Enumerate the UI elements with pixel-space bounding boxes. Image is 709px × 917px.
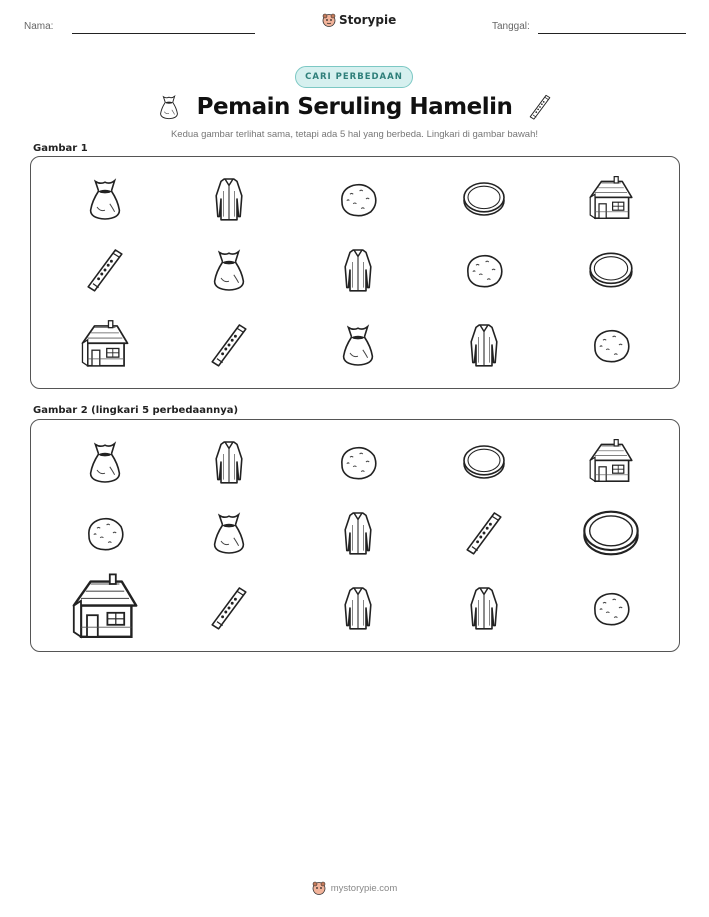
house-icon: [79, 319, 131, 371]
robe-icon: [334, 246, 382, 294]
stone-icon: [460, 246, 508, 294]
bag-icon: [334, 321, 382, 369]
storypie-mascot-icon: [322, 13, 336, 27]
bag-icon[interactable]: [81, 438, 129, 486]
name-line[interactable]: [72, 33, 255, 34]
picture-2-label: Gambar 2 (lingkari 5 perbedaannya): [33, 405, 239, 416]
footer-mascot-icon: [312, 881, 326, 895]
robe-icon: [205, 175, 253, 223]
house-icon: [587, 175, 635, 223]
brand-logo: [322, 13, 396, 27]
house-icon[interactable]: [587, 438, 635, 486]
flute-icon: [205, 321, 253, 369]
coin-icon: [460, 175, 508, 223]
stone-icon: [334, 175, 382, 223]
title-bag-icon: [155, 92, 183, 122]
robe-icon[interactable]: [334, 509, 382, 557]
robe-icon[interactable]: [334, 584, 382, 632]
date-label: Tanggal:: [492, 21, 530, 32]
picture-1-label: Gambar 1: [33, 143, 88, 154]
coin-icon[interactable]: [579, 501, 643, 565]
coin-icon: [586, 245, 636, 295]
robe-icon[interactable]: [460, 584, 508, 632]
name-label: Nama:: [24, 21, 54, 32]
bag-icon[interactable]: [205, 509, 253, 557]
house-icon[interactable]: [69, 572, 141, 644]
stone-icon[interactable]: [81, 509, 129, 557]
flute-icon: [81, 246, 129, 294]
date-line[interactable]: [538, 33, 686, 34]
stone-icon[interactable]: [587, 584, 635, 632]
bag-icon: [81, 175, 129, 223]
brand-name: Storypie: [339, 13, 397, 27]
instructions-text: Kedua gambar terlihat sama, tetapi ada 5 hal yang berbeda. Lingkari di gambar bawah!: [170, 129, 539, 140]
flute-icon[interactable]: [205, 584, 253, 632]
title-row: [0, 90, 709, 124]
picture-1-panel: [30, 156, 680, 389]
page-title: Pemain Seruling Hamelin: [196, 94, 513, 120]
flute-icon[interactable]: [460, 509, 508, 557]
footer: [0, 881, 709, 895]
bag-icon: [205, 246, 253, 294]
picture-2-panel[interactable]: [30, 419, 680, 652]
robe-icon: [460, 321, 508, 369]
footer-url: mystorypie.com: [330, 882, 398, 894]
title-flute-icon: [526, 92, 554, 122]
stone-icon[interactable]: [334, 438, 382, 486]
activity-badge: CARI PERBEDAAN: [295, 66, 413, 88]
stone-icon: [587, 321, 635, 369]
robe-icon[interactable]: [205, 438, 253, 486]
coin-icon[interactable]: [460, 438, 508, 486]
